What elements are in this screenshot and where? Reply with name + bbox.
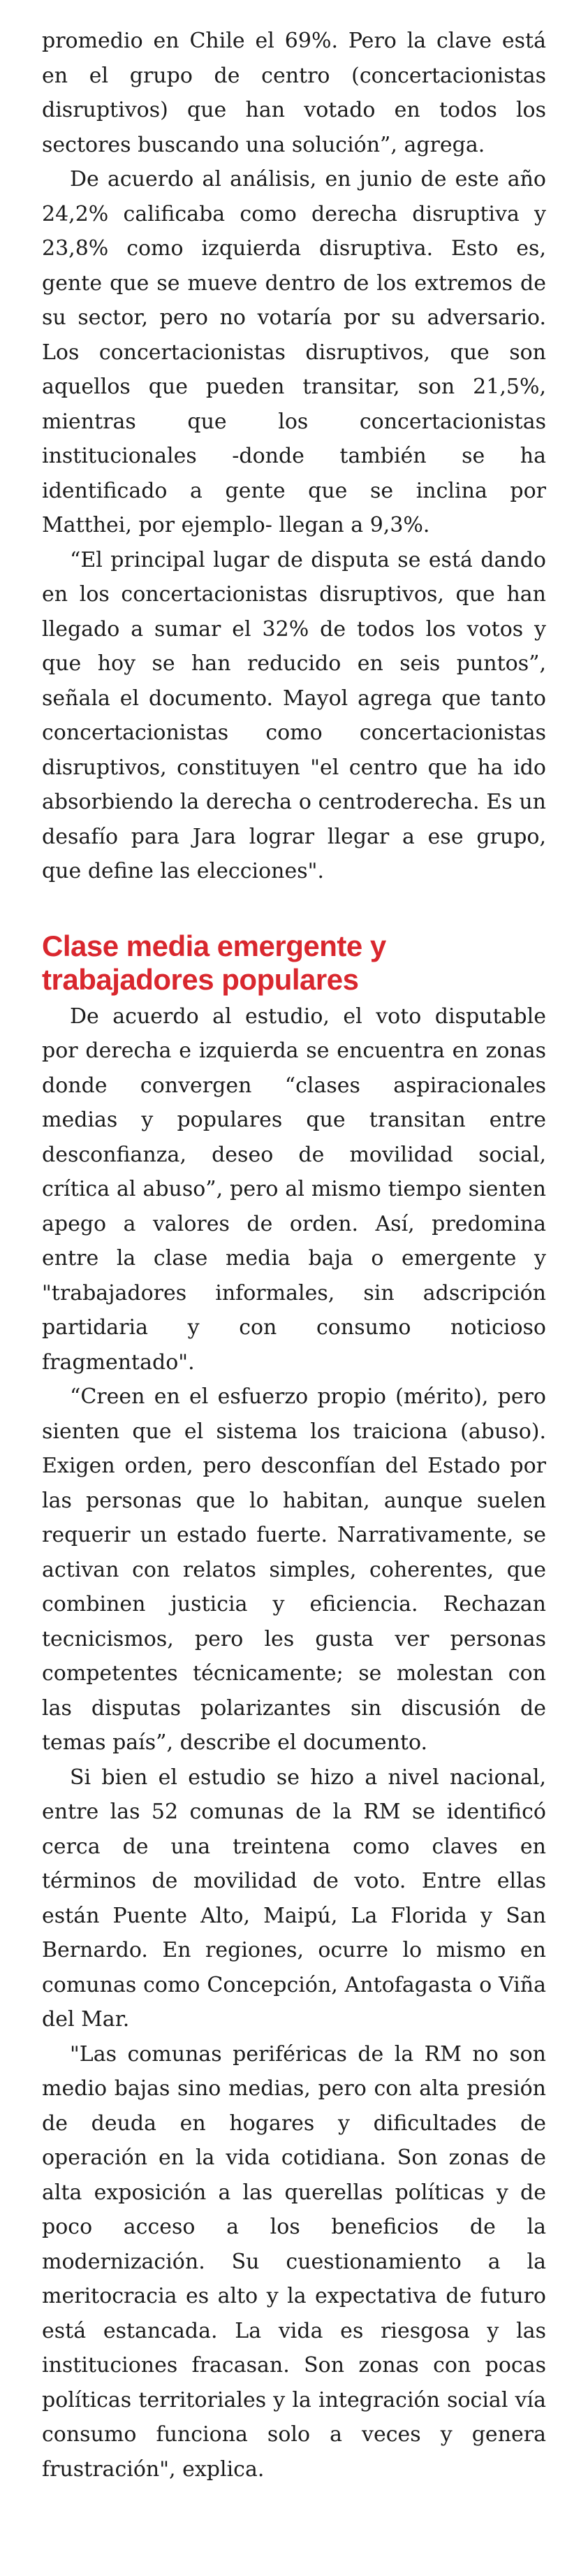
section-subheading: [42, 929, 546, 997]
subheading-line-2: trabajadores populares: [42, 962, 359, 996]
body-paragraph: “Creen en el esfuerzo propio (mérito), pero sienten que el sistema los traiciona (abuso). Exigen orden, pero desconfían del Estado por las personas que lo habitan, aunque suelen requerir un estado fuerte. Narrativamente, se activan con relatos simples, coherentes, que combinen justicia y eficiencia. Rechazan tecnicismos, pero les gusta ver personas competentes técnicamente; se molestan con las disputas polarizantes sin discusión de temas país”, describe el documento.: [42, 1384, 546, 1755]
subheading-line-1: Clase media emergente y: [42, 929, 386, 962]
body-paragraph: De acuerdo al análisis, en junio de este año 24,2% calificaba como derecha disruptiva y 23,8% como izquierda disruptiva. Esto es, gente que se mueve dentro de los extremos de su sector, pero no votaría por su adversario. Los concertacionistas disruptivos, que son aquellos que pueden transitar, son 21,5%, mientras que los concertacionistas institucionales -donde también se ha identificado a gente que se inclina por Matthei, por ejemplo- llegan a 9,3%.: [42, 167, 546, 537]
body-paragraph: De acuerdo al estudio, el voto disputable por derecha e izquierda se encuentra en zonas donde convergen “clases aspiracionales medias y populares que transitan entre desconfianza, deseo de movilidad social, crítica al abuso”, pero al mismo tiempo sienten apego a valores de orden. Así, predomina entre la clase media baja o emergente y "trabajadores informales, sin adscripción partidaria y con consumo noticioso fragmentado".: [42, 1004, 546, 1375]
article-column: [42, 24, 546, 2487]
body-paragraph: “El principal lugar de disputa se está dando en los concertacionistas disruptivos, que han llegado a sumar el 32% de todos los votos y que hoy se han reducido en seis puntos”, señala el documento. Mayol agrega que tanto concertacionistas como concertacionistas disruptivos, constituyen "el centro que ha ido absorbiendo la derecha o centroderecha. Es un desafío para Jara lograr llegar a ese grupo, que define las elecciones".: [42, 547, 546, 883]
body-paragraph: "Las comunas periféricas de la RM no son medio bajas sino medias, pero con alta presión de deuda en hogares y dificultades de operación en la vida cotidiana. Son zonas de alta exposición a las querellas políticas y de poco acceso a los beneficios de la modernización. Su cuestionamiento a la meritocracia es alto y la expectativa de futuro está estancada. La vida es riesgosa y las instituciones fracasan. Son zonas con pocas políticas territoriales y la integración social vía consumo funciona solo a veces y genera frustración", explica.: [42, 2041, 546, 2482]
body-paragraph: Si bien el estudio se hizo a nivel nacional, entre las 52 comunas de la RM se identificó cerca de una treintena como claves en términos de movilidad de voto. Entre ellas están Puente Alto, Maipú, La Florida y San Bernardo. En regiones, ocurre lo mismo en comunas como Concepción, Antofagasta o Viña del Mar.: [42, 1765, 546, 2032]
body-paragraph: promedio en Chile el 69%. Pero la clave está en el grupo de centro (concertacionistas disruptivos) que han votado en todos los sectores buscando una solución”, agrega.: [42, 29, 546, 157]
